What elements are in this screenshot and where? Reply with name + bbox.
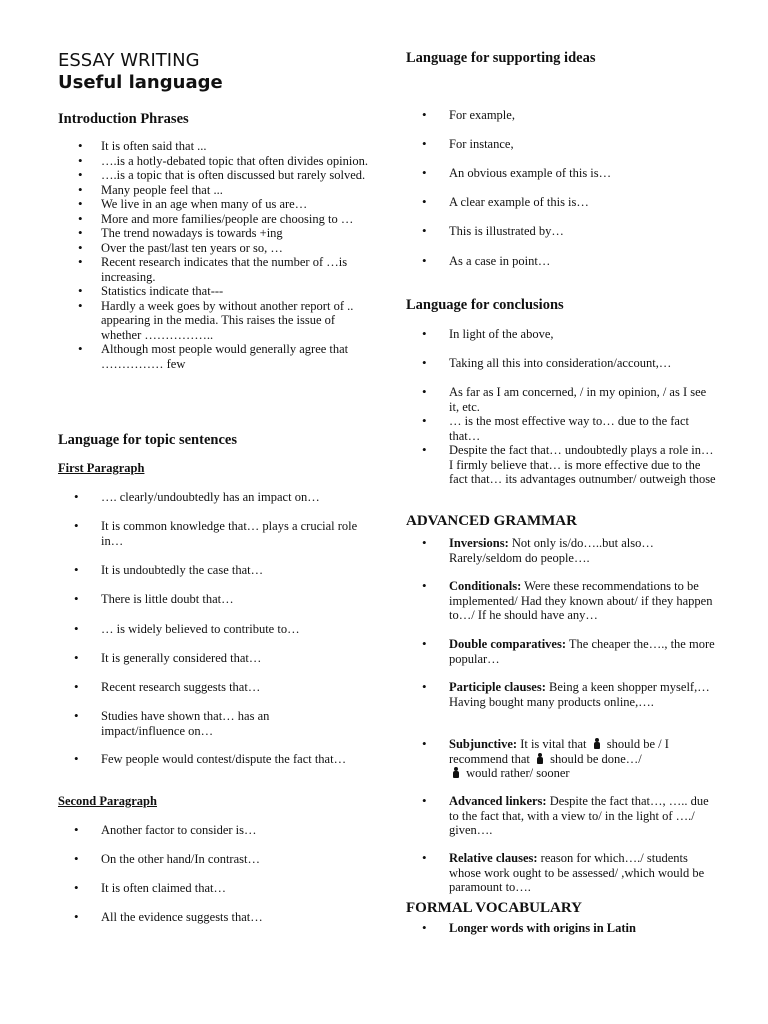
bullet-icon: •	[74, 679, 79, 694]
person-icon	[452, 767, 460, 778]
bullet-icon: •	[74, 909, 79, 924]
bullet-icon: •	[74, 880, 79, 895]
bullet-icon: •	[422, 253, 427, 268]
list-item: • Advanced linkers: Despite the fact that…, ….. due to the fact that, with a view to/ in the light of …./ given….	[422, 793, 709, 837]
list-item: • Few people would contest/dispute the fact that…	[74, 751, 347, 766]
list-item: • We live in an age when many of us are…	[58, 197, 368, 212]
bullet-icon: •	[74, 751, 79, 766]
list-item: • It is often claimed that…	[74, 880, 226, 895]
list-item: • For example,	[422, 107, 515, 122]
list-item: • Another factor to consider is…	[74, 822, 257, 837]
bullet-icon: •	[74, 489, 79, 504]
bullet-icon: •	[74, 822, 79, 837]
bullet-icon: •	[74, 650, 79, 665]
bullet-icon: •	[74, 621, 79, 636]
list-item: • Recent research suggests that…	[74, 679, 261, 694]
list-item: • Subjunctive: It is vital that should be / I recommend that should be done…/ would rather/ sooner	[422, 736, 669, 780]
list-item: • More and more families/people are choosing to …	[58, 212, 368, 227]
bullet-icon: •	[422, 850, 427, 865]
bullet-icon: •	[74, 591, 79, 606]
list-item: • Despite the fact that… undoubtedly plays a role in… I firmly believe that… is more effective due to the fact that… its advantages outnumber/ outweigh those	[422, 442, 716, 486]
person-icon	[593, 738, 601, 749]
bullet-icon: •	[422, 107, 427, 122]
list-item: • As a case in point…	[422, 253, 551, 268]
conclusions-heading: Language for conclusions	[406, 297, 564, 313]
list-item: • It is undoubtedly the case that…	[74, 562, 264, 577]
list-item: • The trend nowadays is towards +ing	[58, 226, 368, 241]
list-item: • A clear example of this is…	[422, 194, 589, 209]
list-item: • As far as I am concerned, / in my opinion, / as I see it, etc.	[422, 384, 707, 414]
list-item: • Statistics indicate that---	[58, 284, 368, 299]
list-item: • An obvious example of this is…	[422, 165, 612, 180]
bullet-icon: •	[422, 442, 427, 457]
bullet-icon: •	[422, 384, 427, 399]
supporting-heading: Language for supporting ideas	[406, 50, 596, 66]
list-item: • … is widely believed to contribute to…	[74, 621, 300, 636]
list-item: • There is little doubt that…	[74, 591, 234, 606]
list-item: • Although most people would generally agree that …………… few	[58, 342, 368, 371]
second-paragraph-heading: Second Paragraph	[58, 794, 157, 808]
list-item: • …. clearly/undoubtedly has an impact on…	[74, 489, 320, 504]
list-item: • … is the most effective way to… due to the fact that…	[422, 413, 689, 443]
list-item: • Conditionals: Were these recommendations to be implemented/ Had they known about/ if they happen to…/ If he should have any…	[422, 578, 713, 622]
bullet-icon: •	[422, 736, 427, 751]
list-item: • Longer words with origins in Latin	[422, 920, 636, 935]
list-item: • Inversions: Not only is/do…..but also… Rarely/seldom do people….	[422, 535, 654, 565]
person-icon	[536, 753, 544, 764]
list-item: • Double comparatives: The cheaper the…., the more popular…	[422, 636, 715, 666]
list-item: • It is often said that ...	[58, 139, 368, 154]
list-item: • On the other hand/In contrast…	[74, 851, 260, 866]
list-item: • It is generally considered that…	[74, 650, 262, 665]
list-item: • Recent research indicates that the number of …is increasing.	[58, 255, 368, 284]
bullet-icon: •	[422, 636, 427, 651]
list-item: • Relative clauses: reason for which…./ students whose work ought to be assessed/ ,which would be paramount to….	[422, 850, 705, 894]
topic-heading: Language for topic sentences	[58, 432, 237, 448]
first-paragraph-heading: First Paragraph	[58, 461, 145, 475]
list-item: • Over the past/last ten years or so, …	[58, 241, 368, 256]
bullet-icon: •	[422, 578, 427, 593]
intro-list	[58, 139, 368, 371]
bullet-icon: •	[422, 223, 427, 238]
bullet-icon: •	[422, 920, 427, 935]
list-item: • Hardly a week goes by without another report of .. appearing in the media. This raises the issue of whether ……………..	[58, 299, 368, 343]
page-title: ESSAY WRITING	[58, 50, 200, 71]
bullet-icon: •	[74, 708, 79, 723]
list-item: • All the evidence suggests that…	[74, 909, 263, 924]
bullet-icon: •	[422, 793, 427, 808]
page-subtitle: Useful language	[58, 72, 223, 93]
bullet-icon: •	[422, 326, 427, 341]
list-item: • Taking all this into consideration/account,…	[422, 355, 672, 370]
list-item: • ….is a hotly-debated topic that often divides opinion.	[58, 154, 368, 169]
bullet-icon: •	[74, 518, 79, 533]
bullet-icon: •	[422, 136, 427, 151]
list-item: • This is illustrated by…	[422, 223, 564, 238]
grammar-heading: ADVANCED GRAMMAR	[406, 513, 577, 529]
list-item: • Many people feel that ...	[58, 183, 368, 198]
bullet-icon: •	[422, 165, 427, 180]
intro-heading: Introduction Phrases	[58, 111, 189, 127]
list-item: • For instance,	[422, 136, 514, 151]
list-item: • ….is a topic that is often discussed but rarely solved.	[58, 168, 368, 183]
bullet-icon: •	[74, 562, 79, 577]
vocab-heading: FORMAL VOCABULARY	[406, 900, 582, 916]
bullet-icon: •	[422, 679, 427, 694]
bullet-icon: •	[422, 535, 427, 550]
bullet-icon: •	[422, 194, 427, 209]
list-item: • In light of the above,	[422, 326, 554, 341]
bullet-icon: •	[422, 355, 427, 370]
bullet-icon: •	[422, 413, 427, 428]
list-item: • Studies have shown that… has an impact/influence on…	[74, 708, 270, 738]
list-item: • Participle clauses: Being a keen shopper myself,… Having bought many products online,….	[422, 679, 710, 709]
list-item: • It is common knowledge that… plays a crucial role in…	[74, 518, 358, 548]
bullet-icon: •	[74, 851, 79, 866]
